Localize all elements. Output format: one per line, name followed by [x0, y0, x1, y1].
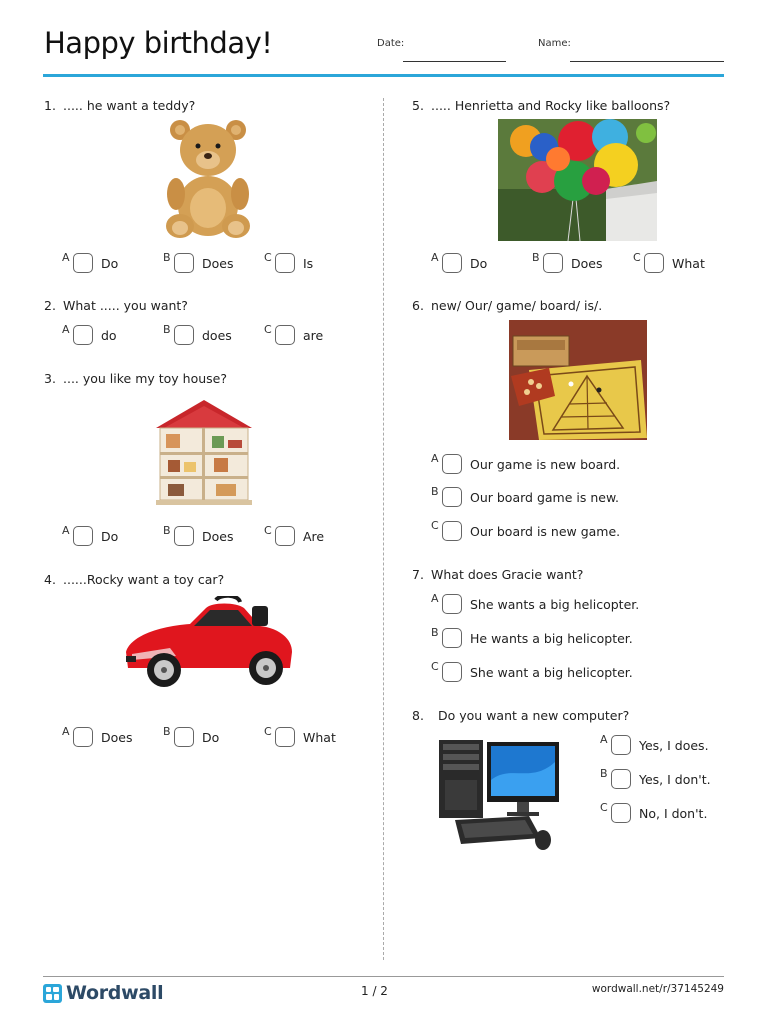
footer-rule: [43, 976, 724, 977]
name-field[interactable]: [570, 61, 724, 62]
wordwall-logo-icon: [43, 984, 62, 1003]
checkbox[interactable]: [73, 325, 93, 345]
column-divider: [383, 98, 384, 960]
date-field[interactable]: [403, 61, 506, 62]
checkbox[interactable]: [275, 253, 295, 273]
board-game-image: [509, 320, 647, 440]
source-url[interactable]: wordwall.net/r/37145249: [591, 983, 724, 995]
checkbox[interactable]: [275, 526, 295, 546]
header-rule: [43, 74, 724, 77]
checkbox[interactable]: [543, 253, 563, 273]
date-label: Date:: [377, 38, 405, 49]
checkbox[interactable]: [275, 325, 295, 345]
checkbox[interactable]: [442, 454, 462, 474]
question-8: 8. Do you want a new computer?: [412, 708, 630, 723]
page-title: Happy birthday!: [44, 26, 273, 60]
checkbox[interactable]: [275, 727, 295, 747]
checkbox[interactable]: [442, 487, 462, 507]
wordwall-logo[interactable]: [43, 982, 163, 1004]
question-1: 1. ..... he want a teddy?: [44, 98, 196, 113]
checkbox[interactable]: [73, 526, 93, 546]
computer-image: [437, 734, 563, 852]
checkbox[interactable]: [174, 727, 194, 747]
question-4: 4. ......Rocky want a toy car?: [44, 572, 225, 587]
question-6: 6. new/ Our/ game/ board/ is/.: [412, 298, 603, 313]
checkbox[interactable]: [442, 662, 462, 682]
name-label: Name:: [538, 38, 571, 49]
checkbox[interactable]: [611, 769, 631, 789]
checkbox[interactable]: [73, 727, 93, 747]
checkbox[interactable]: [611, 803, 631, 823]
checkbox[interactable]: [644, 253, 664, 273]
checkbox[interactable]: [174, 253, 194, 273]
checkbox[interactable]: [174, 325, 194, 345]
toy-car-image: [120, 596, 298, 696]
page-number: 1 / 2: [361, 984, 388, 998]
checkbox[interactable]: [442, 594, 462, 614]
checkbox[interactable]: [442, 253, 462, 273]
checkbox[interactable]: [73, 253, 93, 273]
teddy-bear-image: [160, 118, 256, 242]
balloons-image: [498, 119, 657, 241]
question-5: 5. ..... Henrietta and Rocky like balloons?: [412, 98, 671, 113]
doll-house-image: [152, 398, 256, 508]
checkbox[interactable]: [611, 735, 631, 755]
question-3: 3. .... you like my toy house?: [44, 371, 228, 386]
question-7: 7. What does Gracie want?: [412, 567, 584, 582]
checkbox[interactable]: [442, 628, 462, 648]
brand-name: Wordwall: [66, 982, 164, 1004]
checkbox[interactable]: [174, 526, 194, 546]
checkbox[interactable]: [442, 521, 462, 541]
question-2: 2. What ..... you want?: [44, 298, 188, 313]
